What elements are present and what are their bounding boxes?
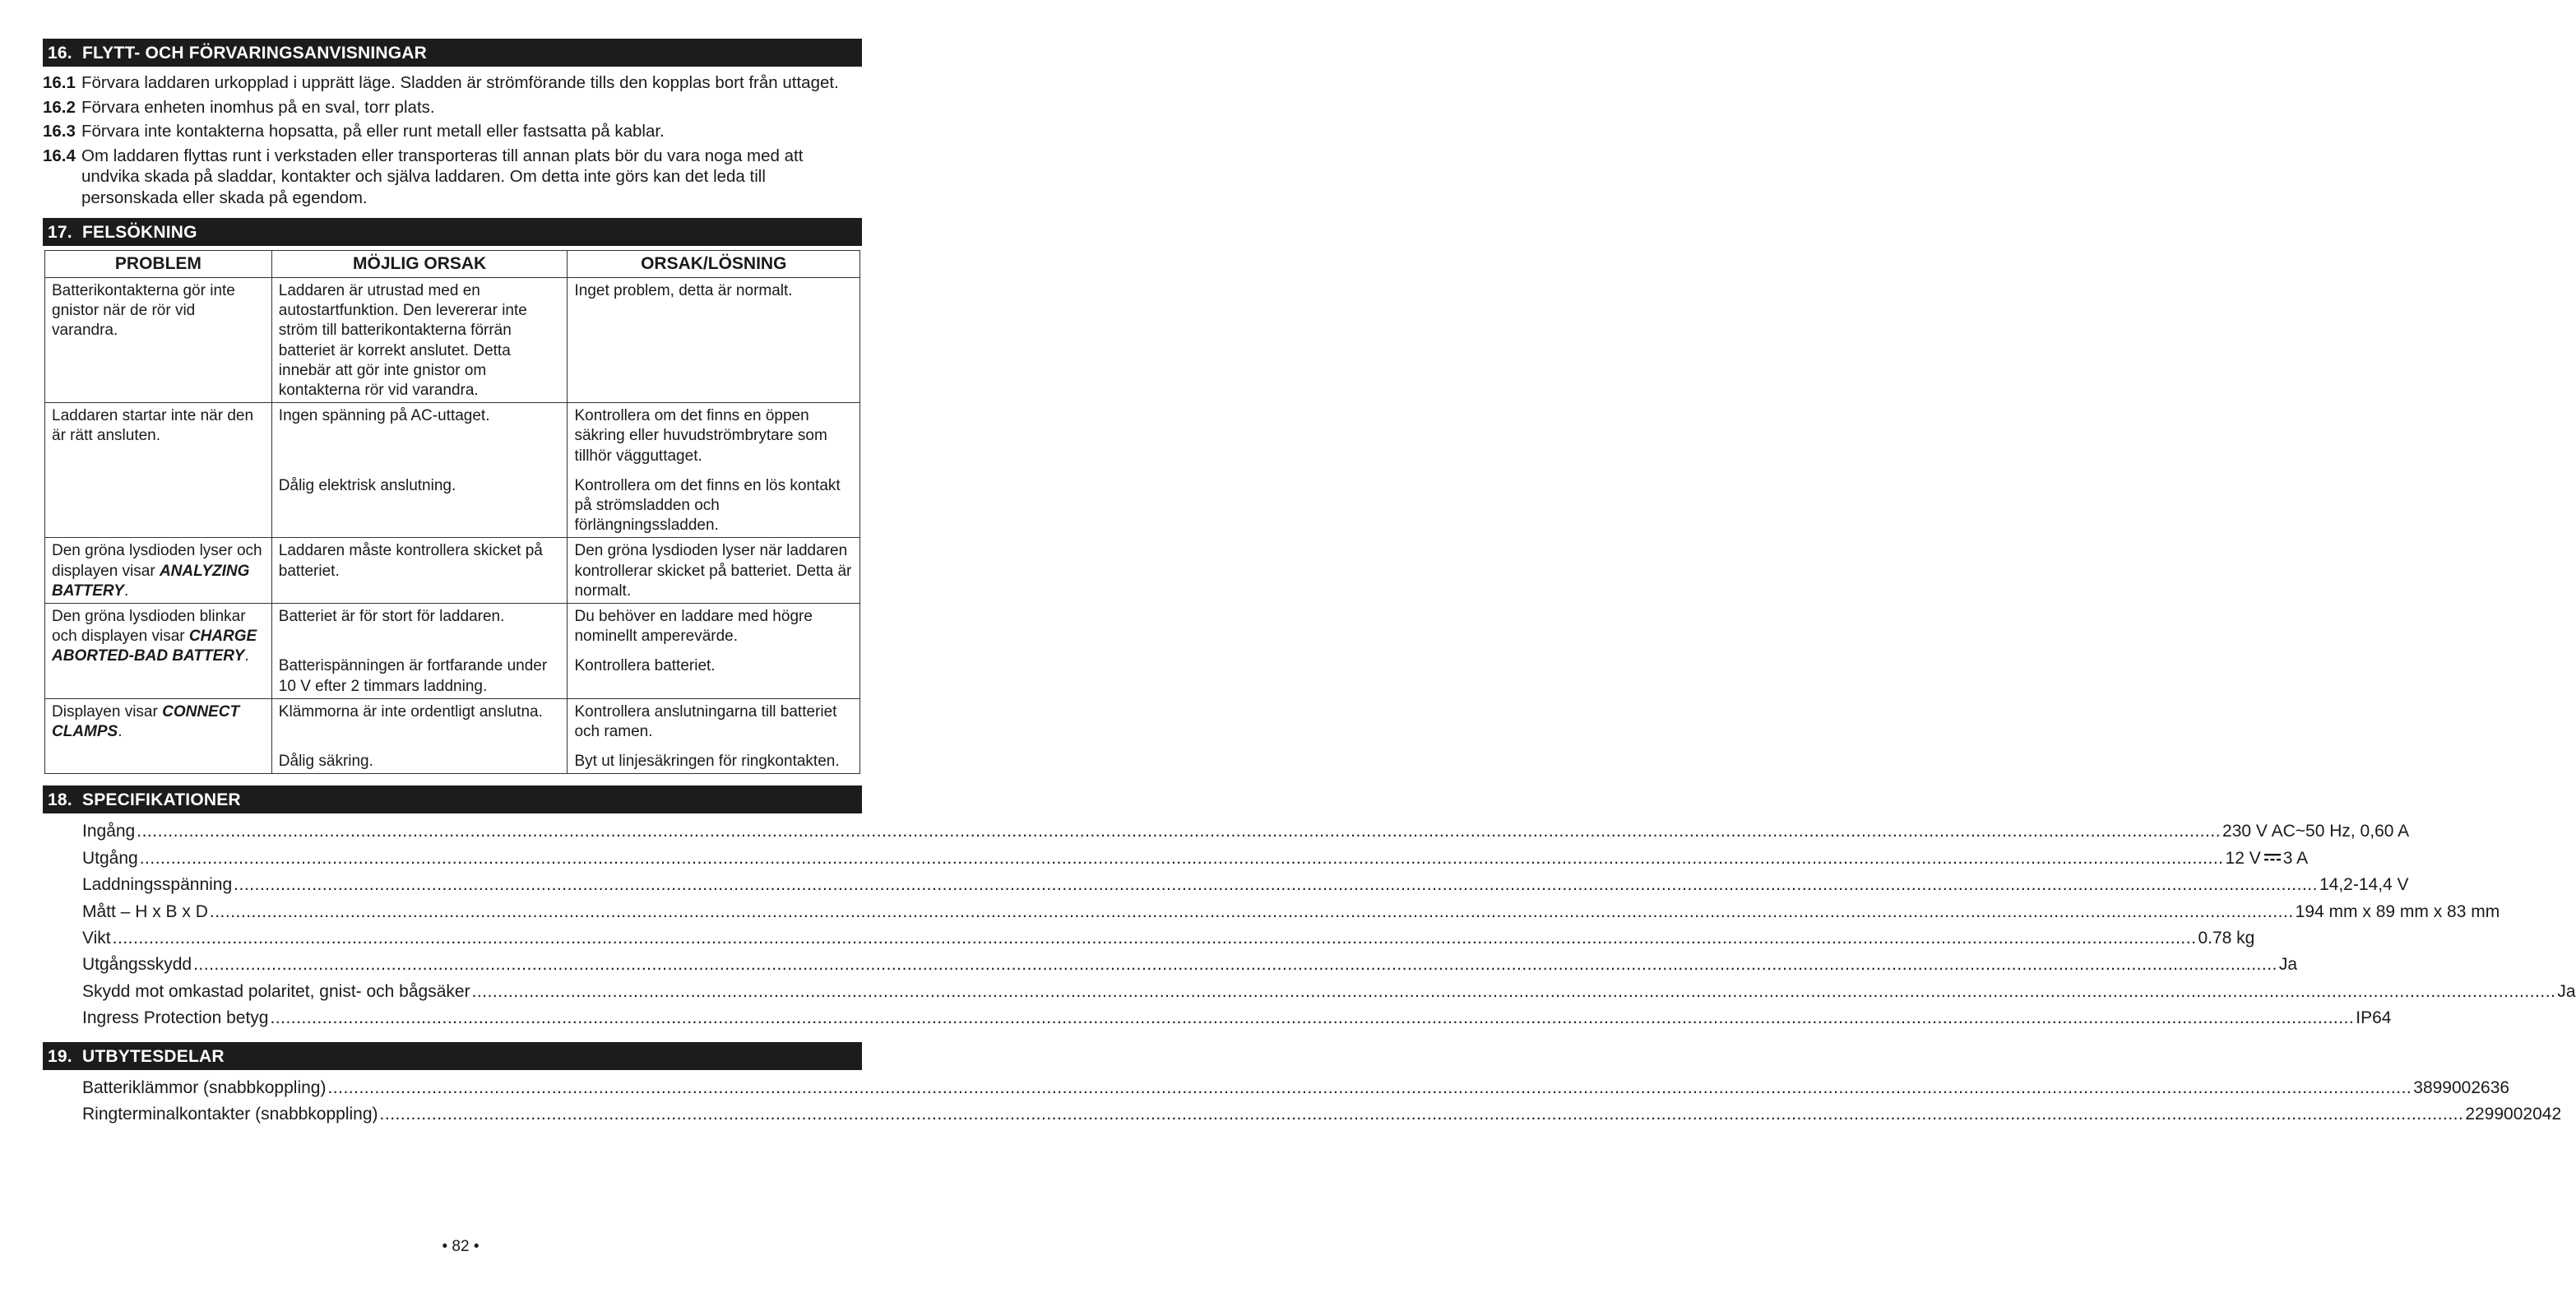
solution-cell [568, 604, 860, 699]
problem-cell: Displayen visar CONNECT CLAMPS. [45, 698, 272, 774]
spec-value: Ja [2278, 955, 2298, 975]
display-message: CHARGE ABORTED-BAD BATTERY [52, 628, 257, 665]
cause-text: Dålig elektrisk anslutning. [278, 476, 456, 494]
cause-text: Batteriet är för stort för laddaren. [278, 608, 505, 626]
list-item [43, 72, 862, 94]
cause-text: Dålig säkring. [278, 753, 373, 771]
problem-text: Den gröna lysdioden lyser och displayen visar [52, 542, 262, 580]
section-title: FLYTT- OCH FÖRVARINGSANVISNINGAR [82, 44, 428, 63]
list-item [43, 121, 862, 142]
cause-cell [271, 698, 568, 774]
spec-label: Utgång [82, 848, 138, 868]
spec-row: Utgång ................................................................................................................................................................................................................................................................................................................................................................................................................ 12 V 3 A [82, 848, 2309, 868]
section-17-heading [43, 218, 862, 246]
table-row [45, 403, 860, 538]
table-row [45, 278, 860, 403]
part-label: Ringterminalkontakter (snabbkoppling) [82, 1104, 378, 1124]
solution-cell [568, 278, 860, 403]
problem-text: Laddaren startar inte när den är rätt ansluten. [52, 407, 254, 445]
item-number: 16.4 [43, 146, 76, 165]
spec-value: 14,2-14,4 V [2319, 875, 2409, 895]
part-number: 2299002042 [2465, 1104, 2562, 1124]
spec-label: Laddningsspänning [82, 875, 233, 895]
direct-current-icon [2263, 852, 2282, 862]
display-message: ANALYZING BATTERY [52, 562, 250, 600]
problem-cell: Den gröna lysdioden blinkar och displayen visar CHARGE ABORTED-BAD BATTERY. [45, 604, 272, 699]
replacement-parts-list [82, 1077, 2562, 1132]
spec-label: Vikt [82, 929, 111, 948]
spec-label: Mått – H x B x D [82, 901, 208, 921]
section-number: 17. [48, 223, 72, 242]
specifications-list [82, 822, 2576, 1035]
cause-text: Ingen spänning på AC-uttaget. [278, 407, 490, 425]
solution-text: Byt ut linjesäkringen för ringkontakten. [574, 753, 840, 771]
section-16-items [43, 72, 862, 208]
spec-label: Ingress Protection betyg [82, 1008, 269, 1028]
solution-text: Kontrollera batteriet. [574, 657, 716, 675]
solution-cell [568, 698, 860, 774]
problem-cell [45, 403, 272, 538]
solution-text: Kontrollera anslutningarna till batteriet och ramen. [574, 702, 837, 741]
item-text: Förvara enheten inomhus på en sval, torr plats. [81, 97, 435, 117]
section-18-heading [43, 785, 862, 813]
column-header-cause: MÖJLIG ORSAK [271, 251, 568, 278]
section-16-heading [43, 39, 862, 67]
section-title: FELSÖKNING [82, 223, 197, 242]
manual-page [43, 39, 2576, 1131]
spec-row: Vikt ................................................................................................................................................................................................................................................................................................................................................................................................................ 0.78 kg [82, 929, 2255, 948]
spec-value: Ja [2557, 981, 2576, 1001]
spec-value: IP64 [2356, 1008, 2392, 1028]
spec-label: Skydd mot omkastad polaritet, gnist- och bågsäker [82, 981, 470, 1001]
table-header-row [45, 251, 860, 278]
cause-cell [271, 403, 568, 538]
troubleshooting-table [44, 250, 860, 774]
list-item [43, 146, 862, 209]
part-row: Batteriklämmor (snabbkoppling) ................................................................................................................................................................................................................................................................................................................................................................................................................ 3899002636 [82, 1077, 2510, 1097]
section-title: UTBYTESDELAR [82, 1046, 225, 1066]
display-message: CONNECT CLAMPS [52, 702, 240, 741]
spec-label: Utgångsskydd [82, 955, 192, 975]
problem-cell: Den gröna lysdioden lyser och displayen visar ANALYZING BATTERY. [45, 538, 272, 604]
solution-text: Inget problem, detta är normalt. [574, 282, 793, 299]
list-item [43, 97, 862, 118]
spec-row: Skydd mot omkastad polaritet, gnist- och bågsäker ................................................................................................................................................................................................................................................................................................................................................................................................................ Ja [82, 981, 2576, 1001]
cause-text: Klämmorna är inte ordentligt anslutna. [278, 702, 543, 721]
page-number: • 82 • [442, 1238, 480, 1255]
spec-label: Ingång [82, 822, 136, 841]
item-text: Om laddaren flyttas runt i verkstaden eller transporteras till annan plats bör du vara noga med att undvika skada på sladdar, kontakter och själva laddaren. Om detta inte görs kan det leda till personskada eller skada på egendom. [81, 146, 804, 207]
part-number: 3899002636 [2413, 1077, 2510, 1097]
section-number: 18. [48, 790, 72, 810]
table-row [45, 538, 860, 604]
cause-text: Laddaren måste kontrollera skicket på batteriet. [278, 542, 543, 580]
section-number: 16. [48, 44, 72, 63]
solution-cell [568, 403, 860, 538]
item-text: Förvara laddaren urkopplad i upprätt läge. Sladden är strömförande tills den kopplas bort från uttaget. [81, 73, 839, 92]
spec-value: 230 V AC~50 Hz, 0,60 A [2222, 822, 2410, 841]
cause-text: Batterispänningen är fortfarande under 10 V efter 2 timmars laddning. [278, 657, 548, 695]
item-number: 16.1 [43, 73, 76, 92]
solution-text: Den gröna lysdioden lyser när laddaren kontrollerar skicket på batteriet. Detta är normalt. [574, 542, 852, 600]
spec-value: 0.78 kg [2198, 929, 2255, 948]
section-title: SPECIFIKATIONER [82, 790, 241, 810]
spec-row: Ingress Protection betyg ................................................................................................................................................................................................................................................................................................................................................................................................................ IP64 [82, 1008, 2392, 1028]
problem-text: Den gröna lysdioden blinkar och displayen visar [52, 608, 246, 646]
spec-value: 194 mm x 89 mm x 83 mm [2295, 901, 2500, 921]
column-header-problem: PROBLEM [45, 251, 272, 278]
part-label: Batteriklämmor (snabbkoppling) [82, 1077, 327, 1097]
problem-text: Batterikontakterna gör inte gnistor när de rör vid varandra. [52, 282, 235, 340]
part-row: Ringterminalkontakter (snabbkoppling) ................................................................................................................................................................................................................................................................................................................................................................................................................ 2299002042 [82, 1104, 2562, 1124]
problem-text: Displayen visar [52, 702, 163, 721]
section-number: 19. [48, 1046, 72, 1066]
cause-cell [271, 538, 568, 604]
cause-text: Laddaren är utrustad med en autostartfunktion. Den levererar inte ström till batterikontakterna förrän batteriet är korrekt anslutet. Detta innebär att gör inte gnistor om kontakterna rör vid varandra. [278, 282, 527, 400]
solution-text: Kontrollera om det finns en lös kontakt på strömsladden och förlängningssladden. [574, 476, 841, 535]
item-number: 16.3 [43, 122, 76, 141]
spec-row: Laddningsspänning ................................................................................................................................................................................................................................................................................................................................................................................................................ 14,2-14,4 V [82, 875, 2409, 895]
table-row [45, 698, 860, 774]
problem-cell [45, 278, 272, 403]
item-text: Förvara inte kontakterna hopsatta, på eller runt metall eller fastsatta på kablar. [81, 122, 665, 141]
spec-row: Utgångsskydd ................................................................................................................................................................................................................................................................................................................................................................................................................ Ja [82, 955, 2298, 975]
spec-row: Ingång ................................................................................................................................................................................................................................................................................................................................................................................................................ 230 V AC~50 Hz, 0,60 A [82, 822, 2410, 841]
table-row [45, 604, 860, 699]
item-number: 16.2 [43, 97, 76, 117]
solution-text: Kontrollera om det finns en öppen säkring eller huvudströmbrytare som tillhör vägguttaget. [574, 407, 827, 465]
solution-cell [568, 538, 860, 604]
section-19-heading [43, 1042, 862, 1070]
solution-text: Du behöver en laddare med högre nominellt amperevärde. [574, 608, 813, 646]
spec-value: 12 V 3 A [2225, 848, 2309, 868]
spec-row: Mått – H x B x D ................................................................................................................................................................................................................................................................................................................................................................................................................ 194 mm x 89 mm x 83 mm [82, 901, 2500, 921]
cause-cell [271, 604, 568, 699]
column-header-solution: ORSAK/LÖSNING [568, 251, 860, 278]
cause-cell [271, 278, 568, 403]
